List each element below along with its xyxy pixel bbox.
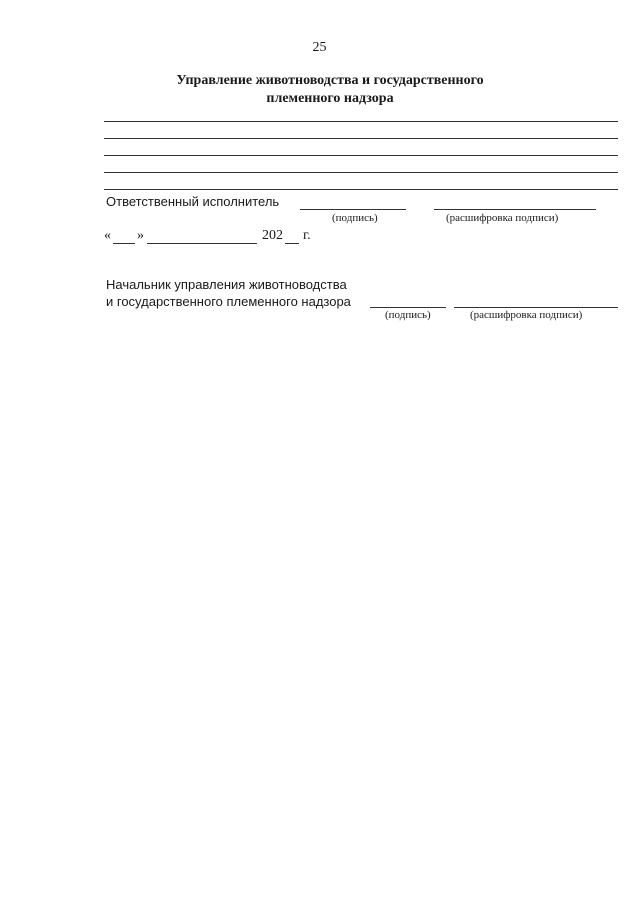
responsible-label: Ответственный исполнитель bbox=[106, 194, 280, 209]
head-signature-line bbox=[370, 307, 446, 308]
blank-line-4 bbox=[104, 172, 618, 173]
date-month-line bbox=[147, 243, 257, 244]
title-line-1: Управление животноводства и государственного bbox=[176, 73, 484, 88]
blank-line-2 bbox=[104, 138, 618, 139]
date-open-quote: « bbox=[104, 228, 111, 243]
head-decoding-caption: (расшифровка подписи) bbox=[470, 309, 583, 321]
title-line-2: племенного надзора bbox=[266, 91, 394, 106]
head-decoding-line bbox=[454, 307, 618, 308]
blank-line-3 bbox=[104, 155, 618, 156]
date-day-line bbox=[113, 243, 135, 244]
head-title-line-1: Начальник управления животноводства bbox=[106, 277, 347, 292]
responsible-decoding-line bbox=[434, 209, 596, 210]
date-year-suffix: г. bbox=[303, 228, 311, 243]
head-signature-caption: (подпись) bbox=[385, 309, 431, 321]
responsible-signature-line bbox=[300, 209, 406, 210]
page-number: 25 bbox=[312, 40, 327, 55]
blank-line-5 bbox=[104, 189, 618, 190]
document-title bbox=[150, 72, 510, 108]
date-close-quote: » bbox=[137, 228, 144, 243]
responsible-decoding-caption: (расшифровка подписи) bbox=[446, 212, 559, 224]
head-title-line-2: и государственного племенного надзора bbox=[106, 294, 351, 309]
date-year-prefix: 202 bbox=[262, 228, 283, 243]
responsible-signature-caption: (подпись) bbox=[332, 212, 378, 224]
blank-line-1 bbox=[104, 121, 618, 122]
date-year-line bbox=[285, 243, 299, 244]
